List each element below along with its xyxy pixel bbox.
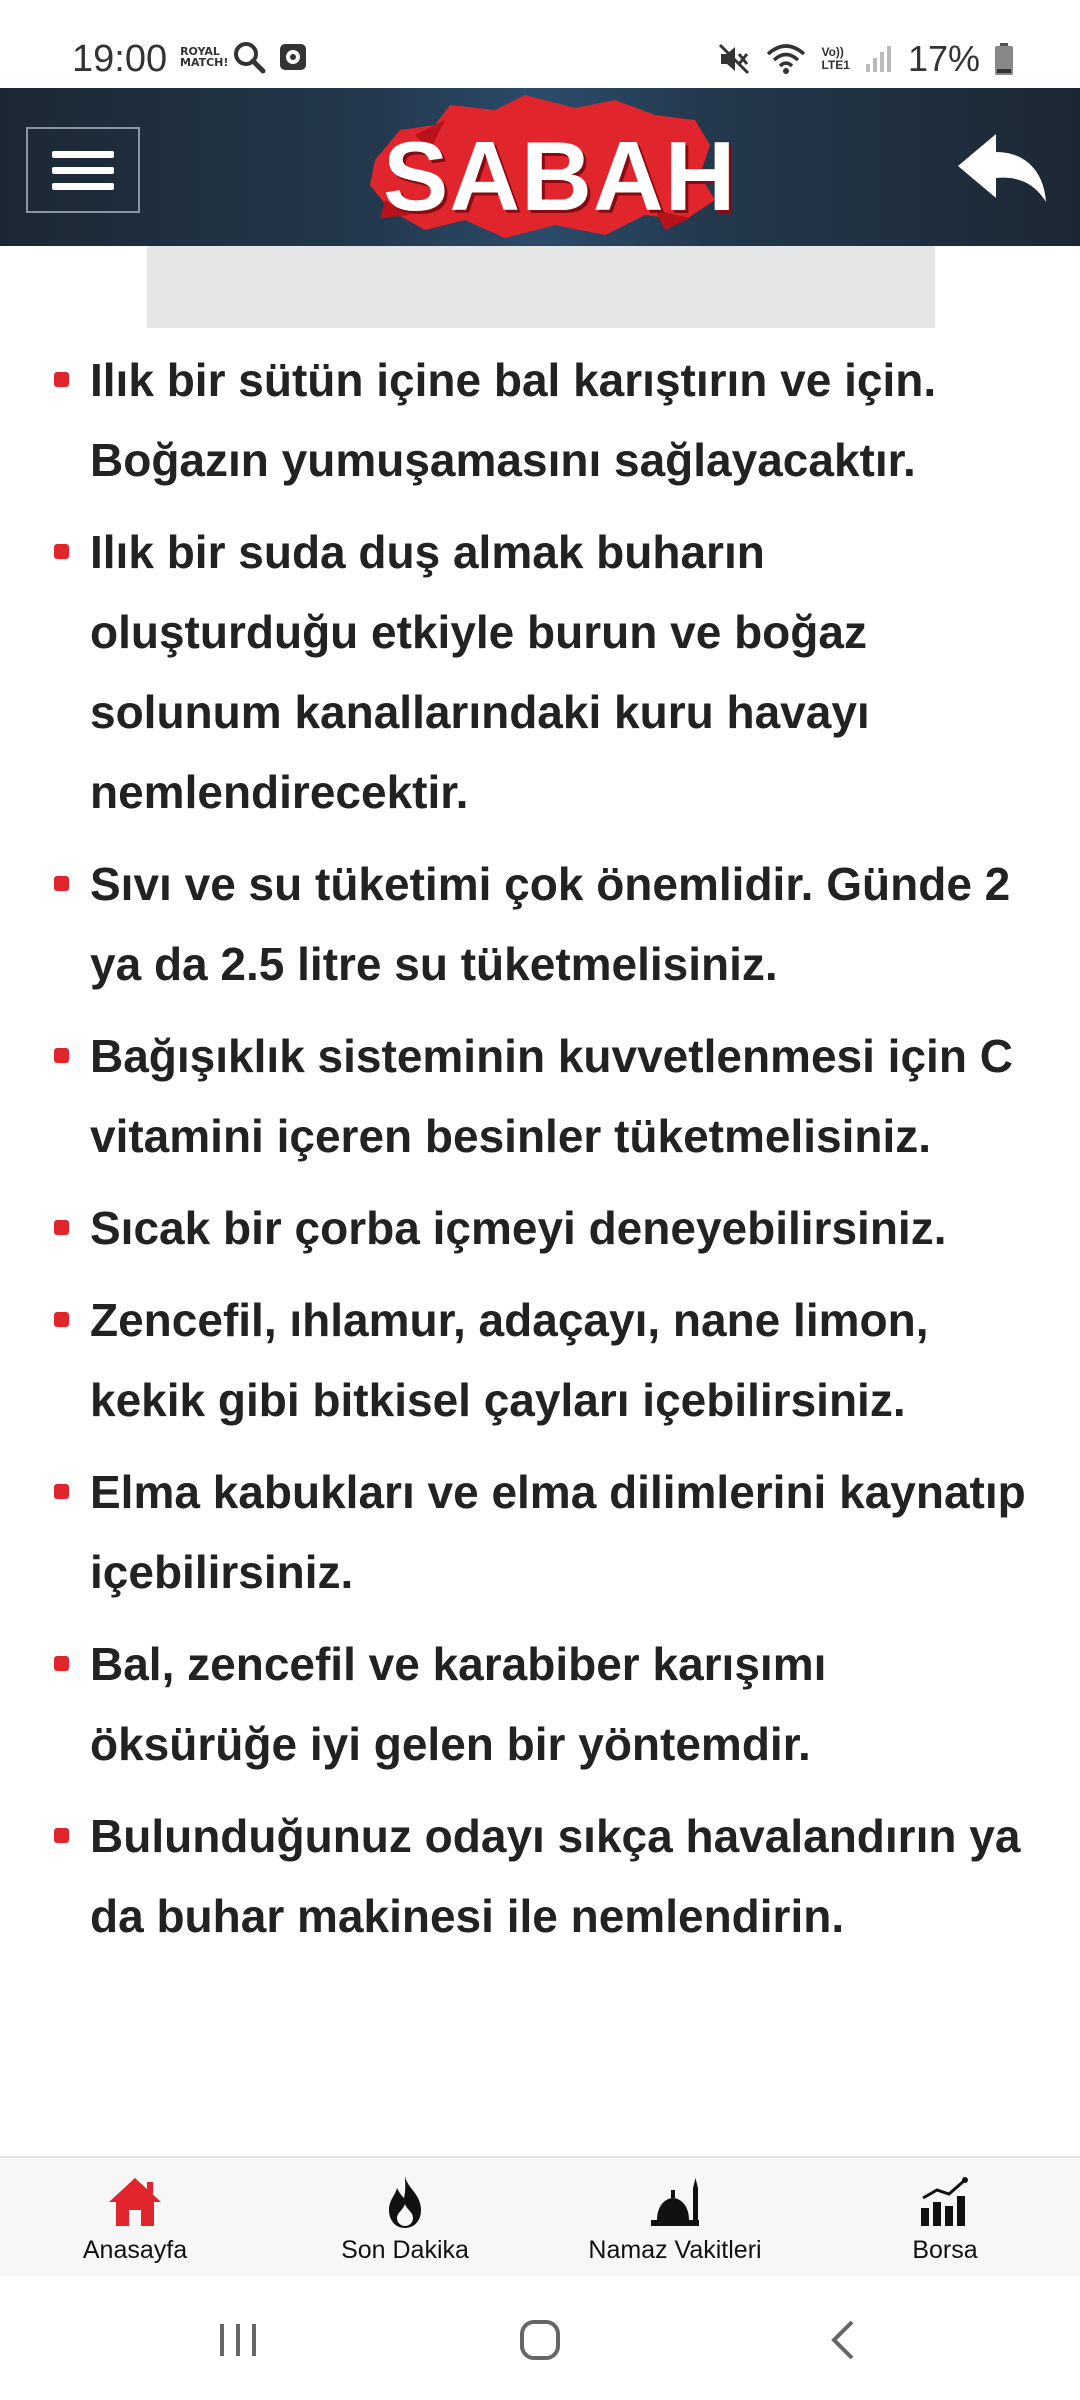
bullet-icon — [54, 544, 69, 559]
bullet-icon — [54, 1312, 69, 1327]
status-notification-icons — [180, 40, 308, 74]
bullet-icon — [54, 1656, 69, 1671]
tip-text: Zencefil, ıhlamur, adaçayı, nane limon, kekik gibi bitkisel çayları içebilirsiniz. — [90, 1294, 929, 1426]
ad-placeholder — [147, 246, 935, 328]
status-bar — [0, 0, 1080, 88]
tip-item — [0, 1452, 1080, 1612]
nav-label: Anasayfa — [82, 2236, 188, 2264]
tip-text: Ilık bir suda duş almak buharın oluşturduğu etkiyle burun ve boğaz solunum kanallarındaki kuru havayı nemlendirecektir. — [90, 526, 870, 818]
nav-item-borsa[interactable] — [810, 2158, 1080, 2276]
tip-text: Bal, zencefil ve karabiber karışımı öksürüğe iyi gelen bir yöntemdir. — [90, 1638, 827, 1770]
tip-item — [0, 512, 1080, 832]
tip-item — [0, 1796, 1080, 1956]
tip-text: Sıcak bir çorba içmeyi deneyebilirsiniz. — [90, 1202, 947, 1254]
stock-chart-icon — [917, 2174, 973, 2230]
recent-apps-icon[interactable] — [216, 2318, 260, 2362]
battery-percent: 17% — [907, 38, 980, 79]
tip-text: Bağışıklık sisteminin kuvvetlenmesi için C vitamini içeren besinler tüketmelisiniz. — [90, 1030, 1013, 1162]
tip-item — [0, 1624, 1080, 1784]
bottom-navigation — [0, 2156, 1080, 2278]
nav-item-anasayfa[interactable] — [0, 2158, 270, 2276]
nav-label: Namaz Vakitleri — [588, 2236, 762, 2264]
signal-icon — [864, 44, 894, 74]
home-icon — [107, 2174, 163, 2230]
search-icon — [232, 40, 266, 74]
royal-match-icon: ROYAL MATCH! — [180, 45, 229, 69]
logo-text: SABAH — [383, 121, 737, 231]
tip-item — [0, 1016, 1080, 1176]
status-system-icons — [717, 38, 1014, 80]
bullet-icon — [54, 1484, 69, 1499]
hamburger-menu-icon[interactable] — [26, 127, 140, 213]
bullet-icon — [54, 372, 69, 387]
app-header — [0, 88, 1080, 246]
mute-icon — [717, 42, 751, 76]
tip-text: Ilık bir sütün içine bal karıştırın ve için. Boğazın yumuşamasını sağlayacaktır. — [90, 354, 937, 486]
mosque-icon — [647, 2174, 703, 2230]
bullet-icon — [54, 1828, 69, 1843]
tip-item — [0, 1188, 1080, 1268]
bullet-icon — [54, 1048, 69, 1063]
back-chevron-icon[interactable] — [822, 2318, 866, 2362]
share-back-arrow-icon[interactable] — [954, 128, 1050, 208]
article-content — [0, 340, 1080, 1968]
wifi-icon — [765, 42, 807, 76]
battery-icon — [994, 42, 1014, 76]
status-time: 19:00 — [72, 38, 168, 80]
tips-list — [0, 340, 1080, 1956]
bullet-icon — [54, 1220, 69, 1235]
home-circle-icon[interactable] — [518, 2318, 562, 2362]
nav-item-namaz-vakitleri[interactable] — [540, 2158, 810, 2276]
bullet-icon — [54, 876, 69, 891]
volte-icon: Vo)) LTE1 — [821, 45, 850, 72]
nav-item-son-dakika[interactable] — [270, 2158, 540, 2276]
system-navigation-bar — [0, 2276, 1080, 2400]
tip-text: Sıvı ve su tüketimi çok önemlidir. Günde 2 ya da 2.5 litre su tüketmelisiniz. — [90, 858, 1011, 990]
nav-label: Son Dakika — [341, 2236, 469, 2264]
flame-icon — [377, 2174, 433, 2230]
tip-item — [0, 844, 1080, 1004]
tip-text: Elma kabukları ve elma dilimlerini kaynatıp içebilirsiniz. — [90, 1466, 1026, 1598]
tip-text: Bulunduğunuz odayı sıkça havalandırın ya da buhar makinesi ile nemlendirin. — [90, 1810, 1021, 1942]
clock-app-icon — [278, 42, 308, 72]
nav-label: Borsa — [912, 2236, 978, 2264]
tip-item — [0, 1280, 1080, 1440]
tip-item — [0, 340, 1080, 500]
sabah-logo[interactable] — [355, 90, 737, 244]
